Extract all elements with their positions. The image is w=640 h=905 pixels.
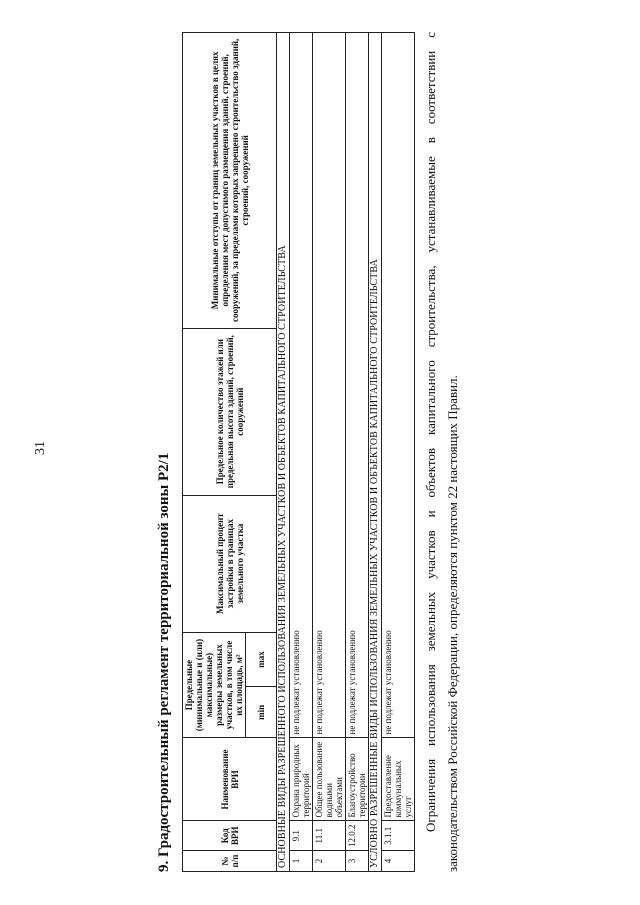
section-conditional-title: УСЛОВНО РАЗРЕШЕННЫЕ ВИДЫ ИСПОЛЬЗОВАНИЯ ЗЕМЕЛЬНЫХ УЧАСТКОВ И ОБЪЕКТОВ КАПИТАЛЬНОГО СТРОИТЕЛЬСТВА	[369, 33, 382, 872]
footer-paragraph: Ограничения использования земельных участков и объектов капитального строительства, устанавливаемые в соответствии с законодательством Российской Федерации, определяются пунктом 22 настоящих Правил.	[423, 32, 460, 872]
row-value: не подлежат установлению	[346, 33, 369, 739]
row-name: Общее пользование водными объектами	[313, 738, 346, 821]
row-code: 3.1.1	[382, 821, 415, 851]
row-code: 12.0.2	[346, 821, 369, 851]
row-code: 11.1	[313, 821, 346, 851]
row-no: 4	[382, 851, 415, 872]
header-max: max	[246, 632, 277, 687]
table-header-row	[183, 33, 246, 872]
page-number: 31	[33, 441, 48, 455]
row-no: 2	[313, 851, 346, 872]
row-name: Благоустройство территории	[346, 738, 369, 821]
table-row	[290, 33, 313, 872]
table-row	[346, 33, 369, 872]
header-coverage: Максимальный процент застройки в границах земельного участка	[183, 495, 277, 632]
row-name: Предоставление коммунальных услуг	[382, 738, 415, 821]
row-code: 9.1	[290, 821, 313, 851]
row-no: 1	[290, 851, 313, 872]
page-title: 9. Градостроительный регламент территориальной зоны Р2/1	[156, 452, 172, 872]
table-row	[382, 33, 415, 872]
row-value: не подлежат установлению	[313, 33, 346, 739]
section-main-title: ОСНОВНЫЕ ВИДЫ РАЗРЕШЕННОГО ИСПОЛЬЗОВАНИЯ ЗЕМЕЛЬНЫХ УЧАСТКОВ И ОБЪЕКТОВ КАПИТАЛЬНОГО СТРОИТЕЛЬСТВА	[277, 33, 290, 872]
table-row	[313, 33, 346, 872]
rotated-content	[150, 32, 490, 872]
header-name: Наименование ВРИ	[183, 738, 277, 821]
header-setbacks: Минимальные отступы от границ земельных участков в целях определения мест допустимого размещения зданий, строений, сооружений, за пределами которых запрещено строительство зданий, строений, сооружений	[183, 33, 277, 329]
header-no: № п/п	[183, 851, 277, 872]
header-min: min	[246, 687, 277, 738]
section-row-main	[277, 33, 290, 872]
header-code: Код ВРИ	[183, 821, 277, 851]
row-value: не подлежат установлению	[382, 33, 415, 739]
regulation-table	[182, 32, 415, 872]
header-floors: Предельное количество этажей или предельная высота зданий, строений, сооружений	[183, 328, 277, 495]
row-no: 3	[346, 851, 369, 872]
header-sizes: Предельные (минимальные и (или) максимальные) размеры земельных участков, в том числе их площадь, м²	[183, 632, 246, 738]
row-value: не подлежат установлению	[290, 33, 313, 739]
section-row-conditional	[369, 33, 382, 872]
row-name: Охрана природных территорий	[290, 738, 313, 821]
